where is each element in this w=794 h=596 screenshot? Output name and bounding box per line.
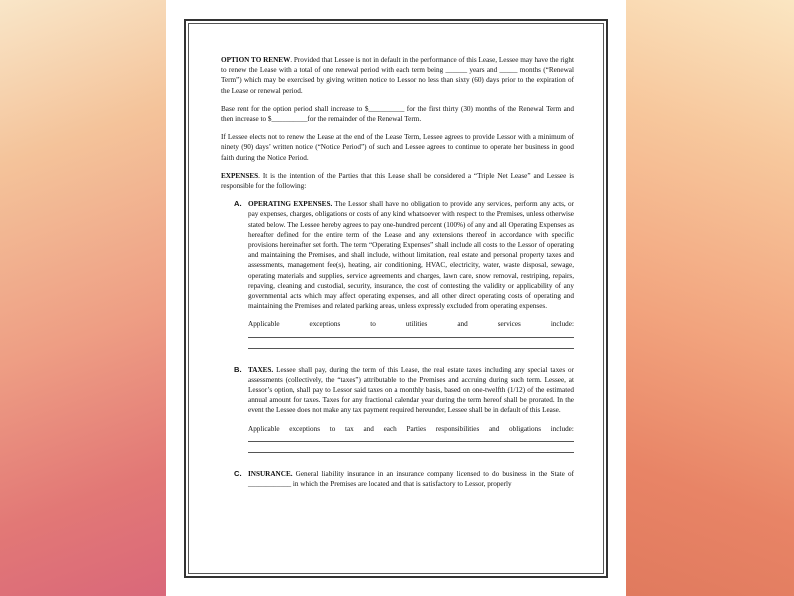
item-insurance bbox=[221, 469, 574, 489]
exceptions-word: and bbox=[363, 424, 374, 433]
exceptions-word: exceptions bbox=[289, 424, 320, 433]
exceptions-word: services bbox=[497, 320, 521, 329]
blank-line[interactable] bbox=[248, 338, 574, 349]
blank-line[interactable] bbox=[248, 434, 574, 442]
base-rent-paragraph: Base rent for the option period shall increase to $__________ for the first thirty (30) months of the Renewal Term and then increase to $__________for the remainder of the Renewal Term. bbox=[221, 104, 574, 124]
exceptions-word: to bbox=[329, 424, 336, 433]
background-left bbox=[0, 0, 185, 596]
item-operating-expenses bbox=[221, 199, 574, 348]
item-heading: TAXES. bbox=[248, 365, 274, 374]
option-to-renew-paragraph bbox=[221, 55, 574, 96]
exceptions-word: include: bbox=[550, 320, 574, 329]
option-to-renew-text: . Provided that Lessee is not in default in the performance of this Lease, Lessee may have the right to renew the Lease with a total of one renewal period with each term being ______ years and _____ months (“Renewal Term”) which may be exercised by giving written notice to Lessor no less than sixty (60) days prior to the expiration of the Lease or renewal period. bbox=[221, 56, 574, 95]
item-body bbox=[248, 365, 574, 416]
item-body bbox=[248, 199, 574, 311]
item-heading: INSURANCE. bbox=[248, 469, 293, 478]
item-body bbox=[248, 469, 574, 489]
expenses-paragraph bbox=[221, 171, 574, 191]
exceptions-word: Parties bbox=[406, 424, 427, 433]
item-taxes bbox=[221, 365, 574, 453]
tax-exceptions-label bbox=[248, 424, 574, 434]
item-heading: OPERATING EXPENSES. bbox=[248, 200, 333, 209]
exceptions-word: and bbox=[457, 320, 468, 329]
exceptions-word: obligations bbox=[509, 424, 541, 433]
exceptions-word: to bbox=[370, 320, 376, 329]
exceptions-word: tax bbox=[345, 424, 354, 433]
item-marker: B. bbox=[234, 364, 242, 374]
exceptions-word: Applicable bbox=[248, 320, 280, 329]
exceptions-word: exceptions bbox=[309, 320, 341, 329]
expenses-intro: . It is the intention of the Parties that this Lease shall be considered a “Triple Net Lease” and Lessee is responsible for the following: bbox=[221, 171, 574, 191]
background-right bbox=[626, 0, 794, 596]
non-renewal-paragraph: If Lessee elects not to renew the Lease at the end of the Lease Term, Lessee agrees to provide Lessor with a minimum of ninety (90) days’ written notice (“Notice Period”) of such and Lessee agrees to continue to operate her business in good faith during the Notice Period. bbox=[221, 133, 574, 162]
item-text: The Lessor shall have no obligation to provide any services, perform any acts, or pay expenses, charges, obligations or costs of any kind whatsoever with respect to the Premises, unless otherwise stated below. The Lessee hereby agrees to pay one-hundred percent (100%) of any and all Operating Expenses as hereafter defined for the entire term of the Lease and any extensions thereof in accordance with specific provisions hereinafter set forth. The term “Operating Expenses” shall include all costs to the Lessor of operating and maintaining the Premises, and shall include, without limitation, real estate and personal property taxes and assessments, management fee(s), heating, air conditioning, HVAC, electricity, water, waste disposal, sewage, operating materials and supplies, service agreements and charges, lawn care, snow removal, restriping, repairs, repaving, cleaning and custodial, security, insurance, the cost of contesting the validity or applicability of any governmental acts which may affect operating expenses, and all other direct operating costs of operating and maintaining the Premises and related parking areas, unless expressly excluded from operating expenses. bbox=[248, 200, 574, 311]
item-text: General liability insurance in an insurance company licensed to do business in the State of ____________ in which the Premises are located and that is satisfactory to Lessor, properly bbox=[248, 469, 574, 489]
exceptions-word: each bbox=[383, 424, 397, 433]
blank-line[interactable] bbox=[248, 330, 574, 338]
blank-line[interactable] bbox=[248, 442, 574, 453]
item-marker: A. bbox=[234, 199, 242, 209]
exceptions-word: and bbox=[488, 424, 500, 433]
exceptions-word: responsibilities bbox=[435, 424, 480, 433]
exceptions-word: include: bbox=[550, 424, 574, 433]
utilities-exceptions-label bbox=[248, 319, 574, 329]
item-marker: C. bbox=[234, 468, 242, 478]
exceptions-word: utilities bbox=[405, 320, 428, 329]
exceptions-word: Applicable bbox=[248, 424, 280, 433]
item-text: Lessee shall pay, during the term of this Lease, the real estate taxes including any special taxes or assessments (collectively, the “taxes”) attributable to the Premises and accruing during such term. Lessee, at Lessor’s option, shall pay to Lessor said taxes on a monthly basis, based on one-twelfth (1/12) of the estimated annual amount for taxes. Taxes for any fractional calendar year during the term hereof shall be prorated. In the event the Lessee does not make any tax payment required hereunder, Lessee shall be in default of this Lease. bbox=[248, 365, 574, 415]
document-content bbox=[221, 55, 574, 497]
expenses-heading: EXPENSES bbox=[221, 171, 259, 180]
option-to-renew-heading: OPTION TO RENEW bbox=[221, 56, 291, 64]
